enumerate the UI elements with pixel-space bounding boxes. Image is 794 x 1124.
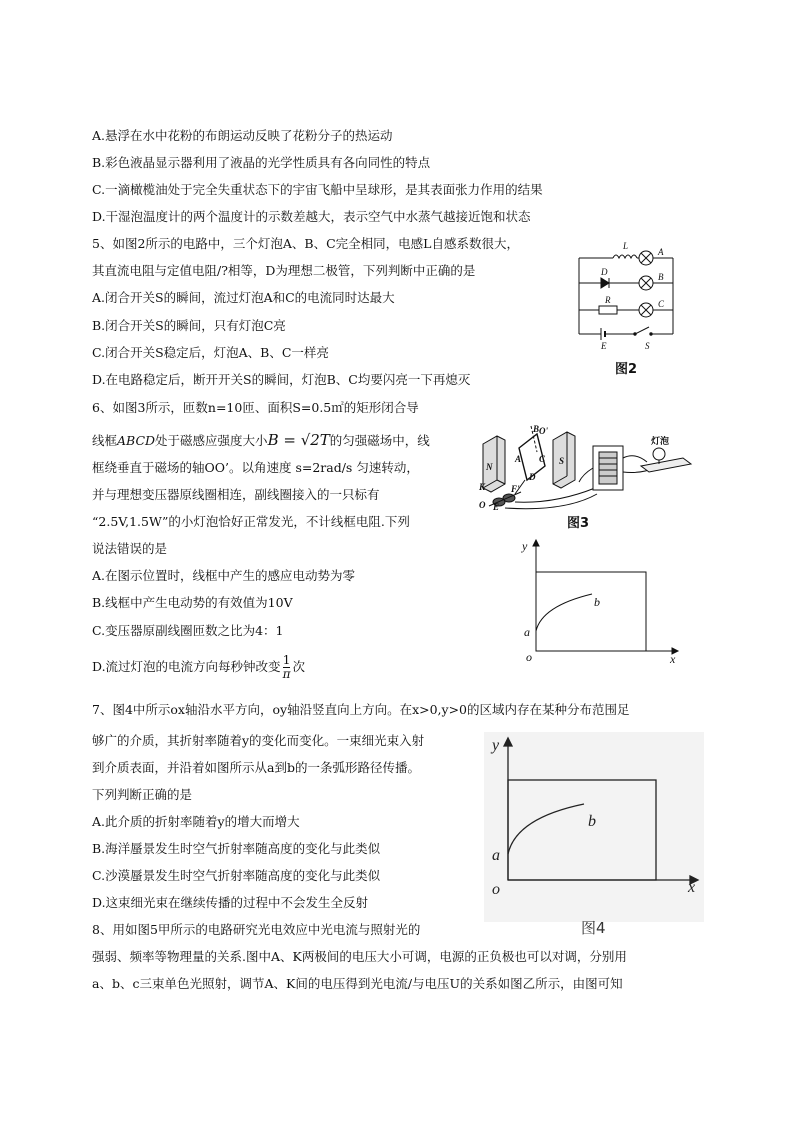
q6-line2-mid: 处于磁感应强度大小 (155, 433, 268, 448)
q8-stem-line3: a、b、c三束单色光照射，调节A、K间的电压得到光电流/与电压U的关系如图乙所示，由图可知 (92, 976, 623, 991)
small-graph-a-label: a (524, 625, 530, 639)
q4-option-a: A.悬浮在水中花粉的布朗运动反映了花粉分子的热运动 (92, 128, 393, 143)
q6-option-a: A.在图示位置时，线框中产生的感应电动势为零 (92, 568, 356, 583)
figure-3-caption: 图3 (567, 516, 590, 531)
fig4-b-label: b (588, 813, 596, 830)
fig3-label-o: O (479, 500, 486, 510)
figure-4-graph (484, 732, 704, 922)
q8-stem-line2: 强弱、频率等物理量的关系.图中A、K两极间的电压大小可调，电源的正负极也可以对调，分别用 (92, 949, 627, 964)
fig3-label-a: A (515, 454, 522, 464)
q6-stem-line3: 框绕垂直于磁场的轴OO’。以角速度 s=2rad/s 匀速转动， (92, 460, 419, 475)
q6-d-numerator: 1 (282, 653, 291, 667)
figure-2-circuit (573, 238, 683, 350)
q6-stem-line2 (92, 432, 430, 449)
q7-stem-line2: 够广的介质，其折射率随着y的变化而变化。一束细光束入射 (92, 733, 425, 748)
fig4-origin: o (492, 881, 500, 898)
fig3-bulb-label: 灯泡 (651, 437, 670, 447)
q4-option-b: B.彩色液晶显示器利用了液晶的光学性质具有各向同性的特点 (92, 155, 431, 170)
q6-d-fraction (283, 654, 291, 681)
q6-stem-line6: 说法错误的是 (92, 541, 168, 556)
q6-line2-formula: B = √2T (267, 431, 330, 449)
fig4-a-label: a (492, 847, 500, 864)
fig2-label-d: D (601, 267, 608, 277)
q6-option-b: B.线框中产生电动势的有效值为10V (92, 595, 293, 610)
q5-option-a: A.闭合开关S的瞬间，流过灯泡A和C的电流同时达最大 (92, 290, 395, 305)
q5-option-c: C.闭合开关S稳定后，灯泡A、B、C一样亮 (92, 345, 329, 360)
q6-d-after: 次 (292, 659, 305, 674)
fig3-label-d: D (529, 472, 536, 482)
q4-option-d: D.干湿泡温度计的两个温度计的示数差越大，表示空气中水蒸气越接近饱和状态 (92, 209, 531, 224)
q7-stem-line3: 到介质表面，并沿着如图所示从a到b的一条弧形路径传播。 (92, 760, 420, 775)
figure-4-caption: 图4 (581, 919, 606, 937)
q6-line2-after: 的匀强磁场中，线 (329, 433, 430, 448)
q4-option-c: C.一滴橄榄油处于完全失重状态下的宇宙飞船中呈球形，是其表面张力作用的结果 (92, 182, 543, 197)
q6-d-before: D.流过灯泡的电流方向每秒钟改变 (92, 659, 281, 674)
q6-stem-line1: 6、如图3所示，匝数n=10匝、面积S=0.5㎡的矩形闭合导 (92, 400, 419, 415)
q6-stem-line4: 并与理想变压器原线圈相连，副线圈接入的一只标有 (92, 487, 380, 502)
small-graph-b-label: b (594, 595, 600, 609)
q8-stem-line1: 8、用如图5甲所示的电路研究光电效应中光电流与照射光的 (92, 922, 421, 937)
q6-stem-line5: “2.5V,1.5W”的小灯泡恰好正常发光，不计线框电阻.下列 (92, 514, 410, 529)
q5-option-d: D.在电路稳定后，断开开关S的瞬间，灯泡B、C均要闪亮一下再熄灭 (92, 372, 471, 387)
q6-line2-abcd: ABCD (117, 433, 156, 448)
fig2-label-a: A (658, 247, 664, 257)
small-graph-x-label: x (670, 652, 676, 666)
fig2-label-e: E (601, 341, 607, 350)
figure-3-apparatus (475, 422, 695, 512)
fig3-label-c: C (539, 454, 546, 464)
fig2-label-s: S (645, 341, 650, 350)
fig3-label-s: S (559, 456, 565, 466)
fig3-label-b: B (533, 424, 540, 434)
fig3-label-n: N (486, 462, 493, 472)
fig4-x-label: x (688, 879, 696, 896)
q7-stem-line4: 下列判断正确的是 (92, 787, 193, 802)
small-graph (512, 536, 682, 666)
fig2-label-r: R (605, 295, 611, 305)
fig2-label-c: C (658, 299, 665, 309)
q7-option-c: C.沙漠蜃景发生时空气折射率随高度的变化与此类似 (92, 868, 381, 883)
q7-option-d: D.这束细光束在继续传播的过程中不会发生全反射 (92, 895, 369, 910)
fig3-label-k: K (479, 482, 486, 492)
q6-option-c: C.变压器原副线圈匝数之比为4：1 (92, 623, 284, 638)
fig3-label-e: E (493, 502, 500, 512)
q6-line2-before: 线框 (92, 433, 118, 448)
q5-stem-line2: 其直流电阻与定值电阻/?相等，D为理想二极管，下列判断中正确的是 (92, 263, 476, 278)
q7-stem-line1: 7、图4中所示ox轴沿水平方向，oy轴沿竖直向上方向。在x>0,y>0的区域内存在某种分布范围足 (92, 702, 630, 717)
fig2-label-l: L (623, 241, 629, 251)
q6-d-denominator: π (282, 667, 291, 681)
q6-option-d (92, 654, 305, 681)
small-graph-origin: o (526, 650, 532, 664)
fig4-y-label: y (492, 737, 500, 754)
fig2-label-b: B (658, 272, 664, 282)
fig3-label-o1: O' (539, 426, 548, 436)
q7-option-b: B.海洋蜃景发生时空气折射率随高度的变化与此类似 (92, 841, 381, 856)
q5-stem-line1: 5、如图2所示的电路中，三个灯泡A、B、C完全相同，电感L自感系数很大， (92, 236, 519, 251)
figure-2-caption: 图2 (615, 362, 638, 377)
q5-option-b: B.闭合开关S的瞬间，只有灯泡C亮 (92, 318, 286, 333)
q7-option-a: A.此介质的折射率随着y的增大而增大 (92, 814, 300, 829)
small-graph-y-label: y (522, 539, 528, 553)
fig3-label-f: F' (511, 484, 520, 494)
